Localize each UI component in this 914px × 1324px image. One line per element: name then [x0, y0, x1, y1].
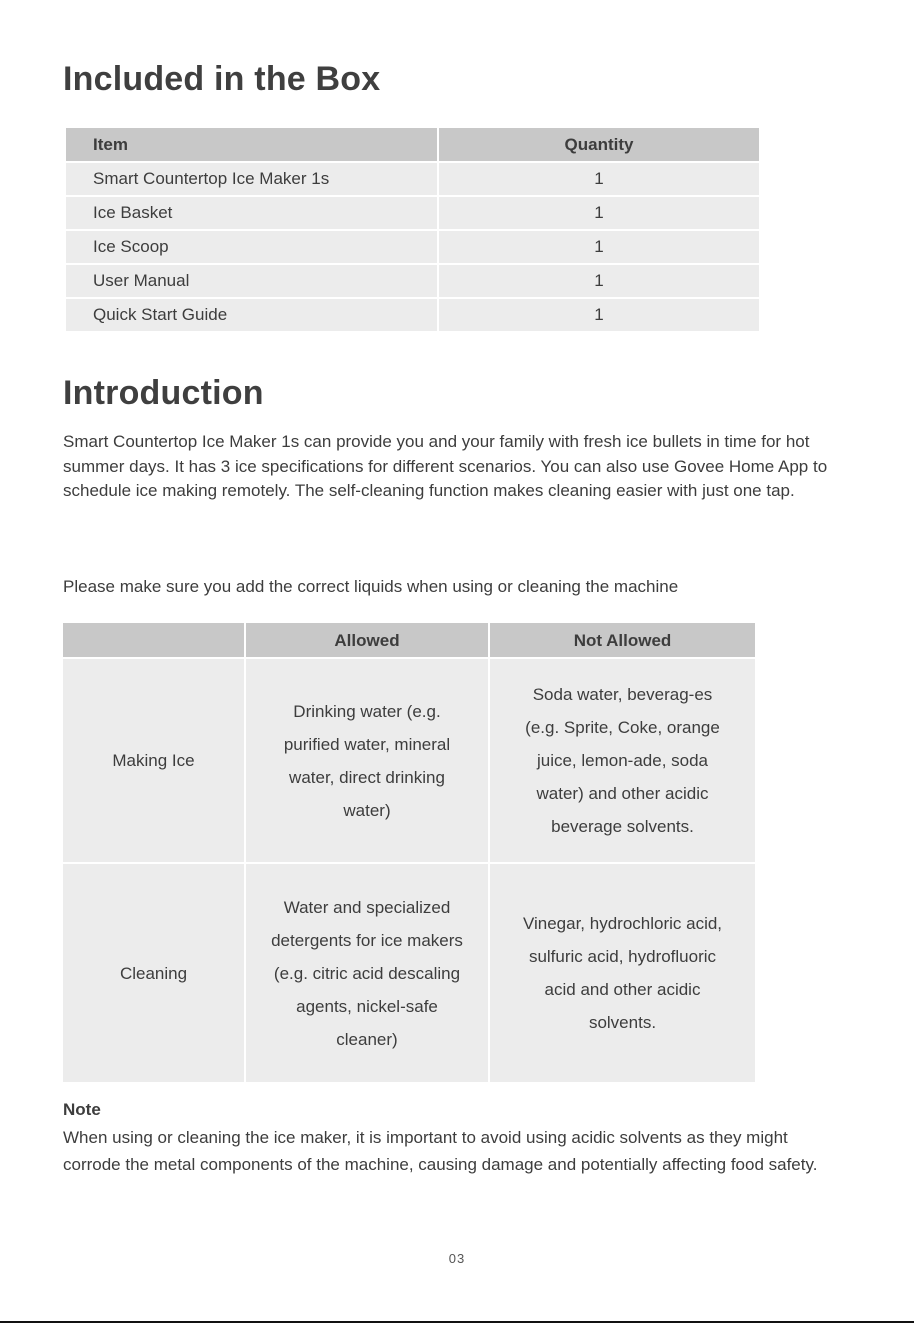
header-use	[63, 623, 246, 659]
table-row	[66, 265, 759, 299]
item-cell: User Manual	[66, 265, 439, 299]
liquids-notice: Please make sure you add the correct liquids when using or cleaning the machine	[63, 577, 679, 596]
quantity-cell: 1	[439, 163, 759, 197]
box-contents-table	[66, 128, 759, 333]
table-row	[66, 299, 759, 333]
box-section-title: Included in the Box	[63, 60, 381, 98]
table-row	[63, 864, 755, 1082]
not-allowed-text: Soda water, beverag-es (e.g. Sprite, Coke, orange juice, lemon-ade, soda water) and other acidic beverage solvents.	[525, 685, 720, 836]
intro-paragraph: Smart Countertop Ice Maker 1s can provide you and your family with fresh ice bullets in time for hot summer days. It has 3 ice specifications for different scenarios. You can also use Govee Home App to schedule ice making remotely. The self-cleaning function makes cleaning easier with just one tap.	[63, 432, 828, 500]
quantity-cell: 1	[439, 197, 759, 231]
liquids-table	[63, 623, 755, 1082]
item-cell: Quick Start Guide	[66, 299, 439, 333]
allowed-text: Drinking water (e.g. purified water, mineral water, direct drinking water)	[283, 701, 451, 820]
quantity-cell: 1	[439, 299, 759, 333]
not-allowed-text: Vinegar, hydrochloric acid, sulfuric acid, hydrofluoric acid and other acidic solvents.	[522, 914, 723, 1032]
allowed-cell	[246, 864, 490, 1082]
table-row	[63, 659, 755, 864]
use-cell	[63, 659, 246, 864]
table-header-row	[63, 623, 755, 659]
quantity-cell: 1	[439, 231, 759, 265]
table-row	[66, 197, 759, 231]
page-number: 03	[448, 1251, 466, 1266]
use-label: Cleaning	[119, 963, 188, 983]
note-label: Note	[63, 1100, 101, 1119]
intro-section-title: Introduction	[63, 374, 264, 412]
allowed-cell	[246, 659, 490, 864]
table-row	[66, 163, 759, 197]
header-not-allowed: Not Allowed	[490, 623, 755, 659]
table-row	[66, 231, 759, 265]
not-allowed-cell	[490, 659, 755, 864]
item-cell: Smart Countertop Ice Maker 1s	[66, 163, 439, 197]
header-item: Item	[66, 128, 439, 163]
allowed-text: Water and specialized detergents for ice makers (e.g. citric acid descaling agents, nickel-safe cleaner)	[271, 897, 463, 1049]
bottom-divider	[0, 1321, 914, 1323]
note-text: When using or cleaning the ice maker, it is important to avoid using acidic solvents as they might corrode the metal components of the machine, causing damage and potentially affecting food safety.	[63, 1128, 818, 1174]
use-label: Making Ice	[112, 751, 195, 770]
header-quantity: Quantity	[439, 128, 759, 163]
item-cell: Ice Basket	[66, 197, 439, 231]
not-allowed-cell	[490, 864, 755, 1082]
header-allowed: Allowed	[246, 623, 490, 659]
item-cell: Ice Scoop	[66, 231, 439, 265]
quantity-cell: 1	[439, 265, 759, 299]
use-cell	[63, 864, 246, 1082]
table-header-row	[66, 128, 759, 163]
